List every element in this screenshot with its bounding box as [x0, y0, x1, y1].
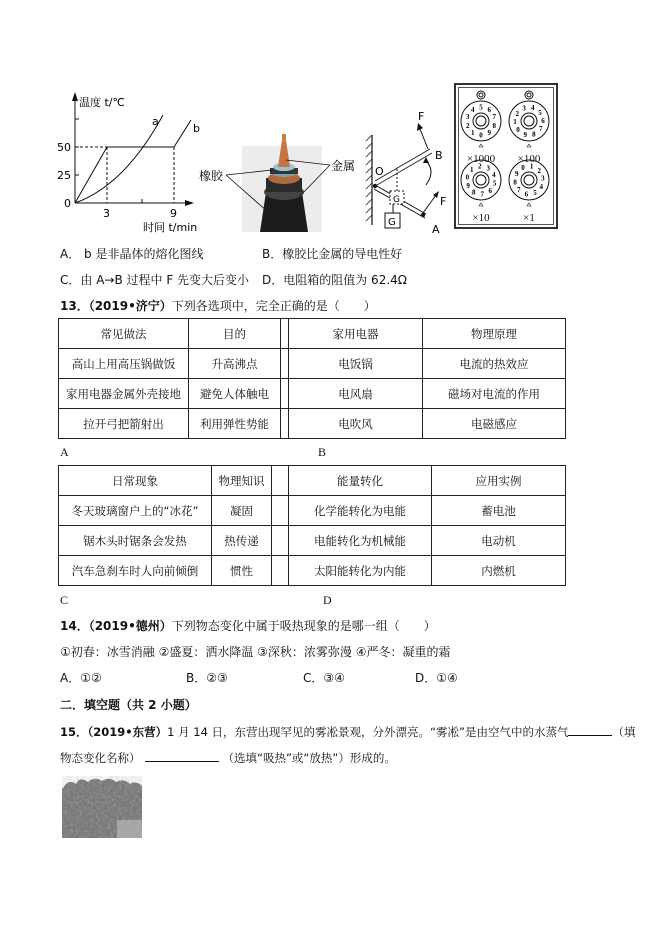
q13-question: 下列各选项中，完全正确的是（ ）	[171, 299, 376, 313]
q15-text-1: 1 月 14 日，东营出现罕见的雾凇景观，分外漂亮。“雾凇”是由空气中的水蒸气	[167, 725, 569, 739]
q14-question: 下列物态变化中属于吸热现象的是哪一组（ ）	[171, 619, 436, 633]
q13-number: 13．	[60, 299, 89, 313]
q15-line-1	[60, 723, 635, 740]
table-cell: 蓄电池	[432, 496, 566, 526]
table-row	[59, 466, 566, 496]
y-tick-50: 50	[57, 141, 71, 154]
table-cell: 化学能转化为电能	[289, 496, 432, 526]
q13-stem	[60, 298, 376, 314]
table-cell: 锯木头时锯条会发热	[59, 526, 212, 556]
x-tick-9: 9	[170, 207, 177, 220]
table-row	[59, 556, 566, 586]
dial-digit: 9	[466, 181, 470, 190]
dial-digit: 1	[529, 162, 534, 171]
dial-digit: 2	[515, 109, 520, 118]
dial-digit: 2	[478, 162, 482, 171]
q15-text-2: （填	[612, 725, 636, 739]
table-cell: 惯性	[212, 556, 272, 586]
terminal-icon	[477, 91, 485, 99]
lever-figure	[360, 105, 452, 235]
dial-digit: 7	[492, 113, 497, 122]
dial-digit: 0	[521, 163, 525, 172]
dial-pointer-icon	[479, 203, 483, 206]
dial-digit: 5	[479, 103, 483, 112]
q12-option-a: A． b 是非晶体的熔化图线	[60, 247, 204, 261]
label-rubber: 橡胶	[199, 169, 224, 183]
blank-1[interactable]	[568, 723, 612, 736]
dial-digit: 4	[531, 104, 535, 112]
curve-b-label: b	[193, 122, 200, 135]
q15-text-3: 物态变化名称）	[60, 751, 141, 765]
dial-digit: 3	[541, 174, 545, 183]
dial-digit: 9	[523, 131, 527, 139]
option-label-d: D	[323, 593, 332, 607]
dial-digit: 7	[538, 125, 543, 134]
table-cell: 电磁感应	[423, 409, 566, 439]
dial-digit: 4	[471, 106, 475, 115]
table-cell: 凝固	[212, 496, 272, 526]
dial-digit: 5	[538, 108, 542, 117]
label-o: O	[375, 165, 384, 178]
y-axis-label: 温度 t/℃	[79, 96, 125, 109]
y-tick-25: 25	[57, 169, 71, 182]
temperature-time-graph	[55, 85, 215, 235]
table-cell: 升高沸点	[189, 349, 281, 379]
dial-knob[interactable]	[461, 160, 501, 200]
label-a: A	[432, 223, 440, 235]
dial-digit: 8	[472, 188, 476, 197]
terminal-icon	[525, 91, 533, 99]
q13-table-ab	[58, 318, 566, 439]
dial-digit: 6	[488, 187, 492, 196]
q14-stem	[60, 618, 436, 634]
dial-multiplier-10: ×10	[472, 212, 490, 224]
table-cell: 热传递	[212, 526, 272, 556]
table-row	[59, 526, 566, 556]
dial-digit: 1	[470, 165, 474, 174]
dial-digit: 7	[517, 186, 521, 195]
dial-digit: 3	[486, 164, 490, 173]
table-row	[59, 409, 566, 439]
curve-b	[75, 120, 191, 203]
resistance-box	[454, 83, 558, 229]
table-cell: 汽车急刹车时人向前倾倒	[59, 556, 212, 586]
table-header: 能量转化	[289, 466, 432, 496]
table-cell: 太阳能转化为内能	[289, 556, 432, 586]
table-cell: 磁场对电流的作用	[423, 379, 566, 409]
q15-source: （2019•东营）	[87, 725, 168, 739]
section-2-title: 二．填空题（共 2 小题）	[60, 698, 197, 712]
q15-text-4: （选填“吸热”或“放热”）形成的。	[222, 751, 396, 765]
table-cell: 避免人体触电	[189, 379, 281, 409]
dial-digit: 8	[532, 130, 536, 139]
q14-option-a: A．①②	[60, 671, 102, 685]
x-axis-label: 时间 t/min	[143, 221, 198, 234]
label-b: B	[435, 149, 443, 162]
label-g: G	[388, 217, 396, 228]
dial-multiplier-1000: ×1000	[466, 153, 496, 165]
dial-digit: 4	[539, 183, 544, 192]
table-cell: 冬天玻璃窗户上的“冰花”	[59, 496, 212, 526]
dial-digit: 1	[513, 118, 517, 127]
dial-knob[interactable]	[509, 160, 549, 200]
dial-digit: 9	[487, 128, 491, 137]
dial-multiplier-100: ×100	[517, 153, 541, 165]
dial-pointer-icon	[527, 203, 531, 206]
dial-digit: 4	[492, 171, 496, 180]
dial-knob[interactable]	[509, 101, 549, 141]
table-row	[59, 496, 566, 526]
table-header: 应用实例	[432, 466, 566, 496]
table-cell: 电饭锅	[289, 349, 423, 379]
dial-digit: 1	[471, 128, 475, 137]
dial-digit: 3	[465, 113, 470, 122]
table-divider	[281, 349, 289, 379]
table-row	[59, 349, 566, 379]
q13-table-cd	[58, 465, 566, 586]
table-cell: 利用弹性势能	[189, 409, 281, 439]
dial-digit: 0	[516, 126, 520, 135]
table-cell: 高山上用高压锅做饭	[59, 349, 189, 379]
q12-option-b: B．橡胶比金属的导电性好	[262, 247, 403, 261]
table-cell: 电吹风	[289, 409, 423, 439]
dial-digit: 0	[479, 131, 483, 140]
q14-number: 14．	[60, 619, 89, 633]
pivot-o	[373, 184, 377, 188]
table-header: 家用电器	[289, 319, 423, 349]
q12-option-d: D．电阻箱的阻值为 62.4Ω	[262, 273, 407, 287]
table-cell: 电流的热效应	[423, 349, 566, 379]
table-header: 目的	[189, 319, 281, 349]
label-g-dashed: G	[393, 195, 400, 205]
dial-digit: 6	[487, 106, 491, 115]
q14-option-b: B．②③	[186, 671, 228, 685]
dial-knob[interactable]	[461, 101, 501, 141]
table-header: 物理原理	[423, 319, 566, 349]
dial-pointer-icon	[527, 144, 531, 147]
table-header: 日常现象	[59, 466, 212, 496]
table-header: 物理知识	[212, 466, 272, 496]
label-f-top: F	[418, 110, 425, 123]
q15-line-2	[60, 749, 396, 766]
x-axis-arrow	[185, 200, 194, 206]
q14-items: ①初春：冰雪消融 ②盛夏：洒水降温 ③深秋：浓雾弥漫 ④严冬：凝重的霜	[60, 645, 451, 659]
dial-digit: 6	[524, 190, 529, 199]
table-cell: 家用电器金属外壳接地	[59, 379, 189, 409]
table-divider	[272, 526, 289, 556]
table-divider	[272, 466, 289, 496]
rime-photo	[62, 776, 142, 838]
table-divider	[281, 319, 289, 349]
y-axis-arrow	[72, 92, 78, 101]
table-header: 常见做法	[59, 319, 189, 349]
x-tick-3: 3	[103, 207, 110, 220]
q14-option-c: C．③④	[303, 671, 345, 685]
y-tick-0: 0	[64, 197, 71, 210]
table-row	[59, 379, 566, 409]
dial-digit: 6	[541, 116, 545, 125]
table-divider	[272, 496, 289, 526]
dial-digit: 2	[465, 121, 470, 130]
table-divider	[281, 409, 289, 439]
dial-pointer-icon	[479, 144, 483, 147]
curve-a	[75, 115, 163, 203]
label-f-bottom: F	[440, 195, 447, 208]
dial-multiplier-1: ×1	[523, 212, 535, 224]
table-cell: 电能转化为机械能	[289, 526, 432, 556]
option-label-c: C	[60, 593, 69, 607]
dial-digit: 5	[492, 179, 497, 188]
table-divider	[281, 379, 289, 409]
table-cell: 电风扇	[289, 379, 423, 409]
table-cell: 拉开弓把箭射出	[59, 409, 189, 439]
table-divider	[272, 556, 289, 586]
dial-digit: 3	[522, 104, 526, 113]
cable-figure	[198, 120, 358, 240]
dial-digit: 7	[480, 190, 484, 199]
q15-number: 15．	[60, 725, 88, 739]
q13-source: （2019•济宁）	[88, 299, 172, 313]
q12-option-c: C．由 A→B 过程中 F 先变大后变小	[60, 273, 250, 287]
dial-digit: 2	[537, 166, 541, 175]
option-label-a: A	[60, 445, 69, 459]
q14-source: （2019•德州）	[88, 619, 172, 633]
dial-digit: 9	[514, 169, 519, 178]
table-cell: 电动机	[432, 526, 566, 556]
dial-digit: 5	[533, 189, 537, 198]
table-row	[59, 319, 566, 349]
dial-digit: 0	[465, 173, 470, 182]
blank-2[interactable]	[145, 749, 219, 762]
option-label-b: B	[318, 445, 327, 459]
table-cell: 内燃机	[432, 556, 566, 586]
curve-a-label: a	[152, 115, 159, 128]
q14-option-d: D．①④	[415, 671, 458, 685]
label-metal: 金属	[331, 159, 356, 173]
dial-digit: 8	[513, 178, 517, 187]
dial-digit: 8	[492, 121, 497, 130]
